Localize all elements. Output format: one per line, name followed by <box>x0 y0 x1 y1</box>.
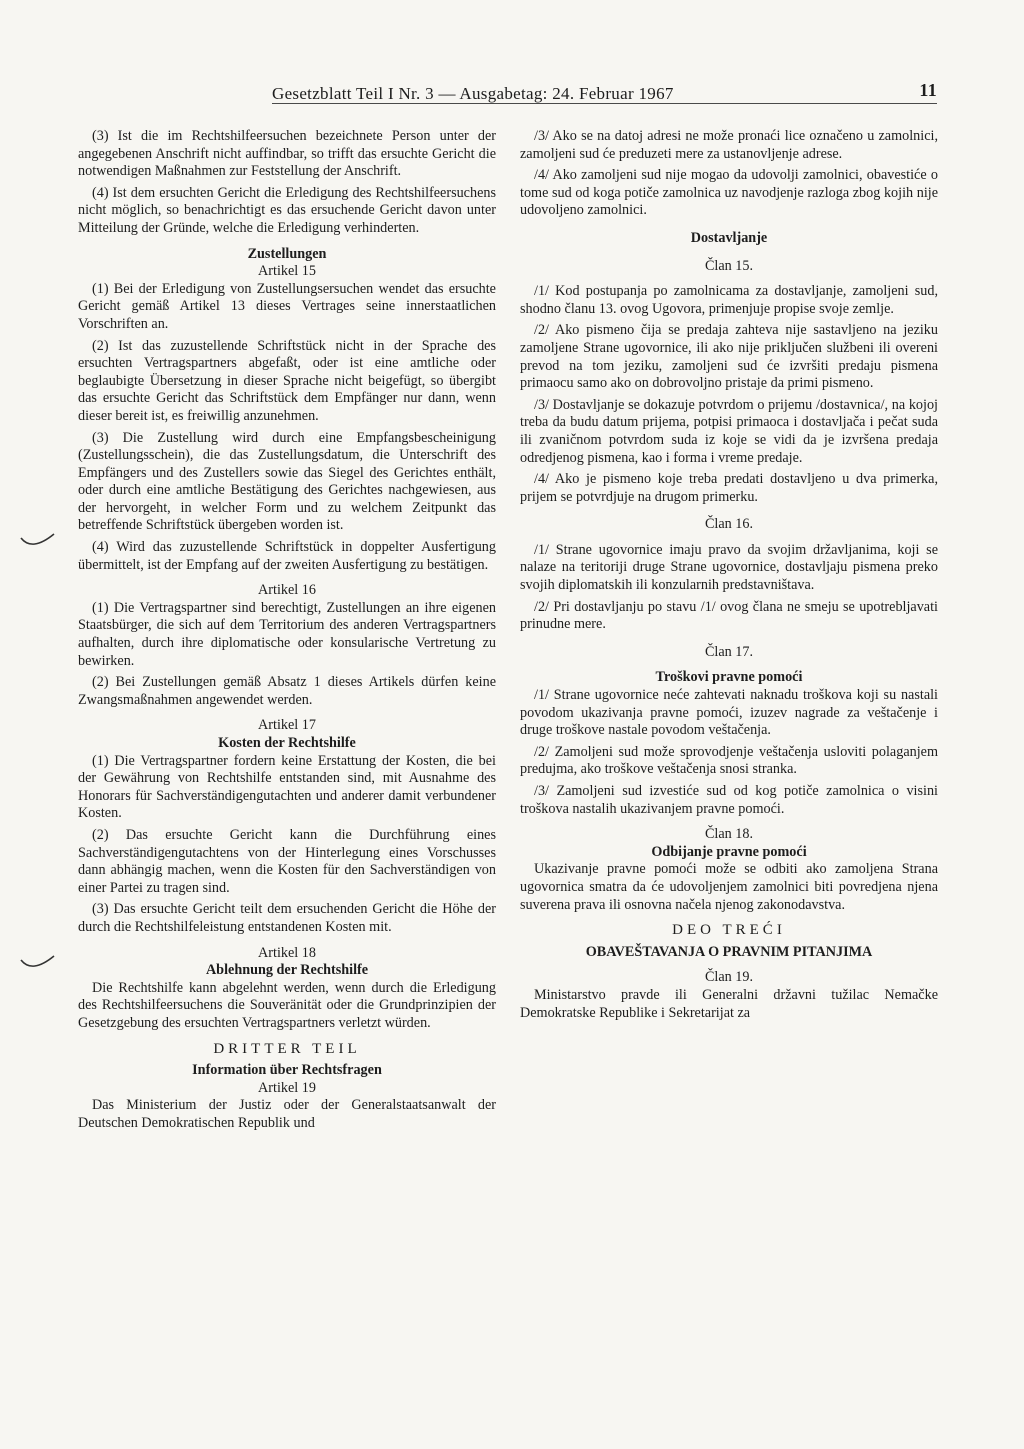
paragraph: /2/ Pri dostavljanju po stavu /1/ ovog člana ne smeju se upotrebljavati prinudne mere. <box>520 598 938 633</box>
paragraph: /3/ Ako se na datoj adresi ne može pronaći lice označeno u zamolnici, zamoljeni sud će preduzeti mere za ustanovljenje adrese. <box>520 128 938 162</box>
paragraph: (1) Die Vertragspartner sind berechtigt, Zustellungen an ihre eigenen Staatsbürger, die sich auf dem Territorium des anderen Vertragspartners aufhalten, durch ihre diplomatische oder konsularische Vertretung zu bewirken. <box>78 599 496 669</box>
paragraph: (2) Bei Zustellungen gemäß Absatz 1 dieses Artikels dürfen keine Zwangsmaßnahmen angewendet werden. <box>78 674 496 708</box>
section-heading: OBAVEŠTAVANJA O PRAVNIM PITANJIMA <box>585 943 873 960</box>
article-heading: Artikel 18 <box>258 944 316 961</box>
margin-check-mark-icon <box>18 952 58 974</box>
paragraph: /3/ Dostavljanje se dokazuje potvrdom o prijemu /dostavnica/, na kojoj treba da budu datum prijema, potpisi primaoca i dostavljača i pečat suda ili zvaničnom potvrdom suda iz koje se vidi da je izvršena predaja odredjenog pismena, kao i forma i vreme predaje. <box>520 396 938 466</box>
part-heading: DEO TREĆI <box>672 922 786 939</box>
paragraph: (1) Die Vertragspartner fordern keine Erstattung der Kosten, die bei der Gewährung von Rechtshilfe entstanden sind, mit Ausnahme des Honorars für Sachverständigengutachten und anderer damit verbundener Kosten. <box>78 752 496 822</box>
article-heading: Član 17. <box>704 643 754 660</box>
paragraph: Die Rechtshilfe kann abgelehnt werden, wenn durch die Erledigung des Rechtshilfeersuchens die Souveränität oder die Grundprinzipien der Gesetzgebung des ersuchten Vertragspartners verletzt würden. <box>78 979 496 1031</box>
section-heading: Kosten der Rechtshilfe <box>218 735 356 751</box>
article-heading: Artikel 17 <box>258 717 316 734</box>
article-heading: Član 16. <box>704 516 754 533</box>
paragraph: (3) Ist die im Rechtshilfeersuchen bezeichnete Person unter der angegebenen Anschrift nicht auffindbar, so trifft das ersuchte Gericht die notwendigen Maßnahmen zur Feststellung der Anschrift. <box>78 128 496 180</box>
paragraph: /1/ Kod postupanja po zamolnicama za dostavljanje, zamoljeni sud, shodno članu 13. ovog Ugovora, primenjuje propise svoje zemlje. <box>520 283 938 317</box>
paragraph: (1) Bei der Erledigung von Zustellungsersuchen wendet das ersuchte Gericht gemäß Artikel 13 dieses Vertrages seine innerstaatlichen Vorschriften an. <box>78 280 496 332</box>
paragraph: /4/ Ako zamoljeni sud nije mogao da udovolji zamolnici, obavestiće o tome sud od koga potiče zamolnica uz navodjenje razloga zbog kojih nije udovoljeno zamolnici. <box>520 167 938 219</box>
section-heading: Information über Rechtsfragen <box>192 1062 382 1079</box>
section-heading: Ablehnung der Rechtshilfe <box>205 962 369 979</box>
german-column <box>78 128 496 1136</box>
paragraph: /2/ Ako pismeno čija se predaja zahteva nije sastavljeno na jeziku zamoljene Strane ugovornice, ili ako nije priključen službeni ili overeni prevod na tom jeziku, zamoljeni sud će izvršiti predaju pismena primaocu samo ako on dobrovoljno pristaje da primi pismeno. <box>520 322 938 392</box>
paragraph: /1/ Strane ugovornice imaju pravo da svojim državljanima, koji se nalaze na teritoriji druge Strane ugovornice, dostavljaju pismena preko svojih diplomatskih ili konzularnih predstavništava. <box>520 541 938 594</box>
part-heading: DRITTER TEIL <box>213 1040 361 1057</box>
paragraph: (4) Wird das zuzustellende Schriftstück in doppelter Ausfertigung übermittelt, ist der Empfang auf der zweiten Ausfertigung zu bestätigen. <box>78 539 496 573</box>
paragraph: (3) Die Zustellung wird durch eine Empfangsbescheinigung (Zustellungsschein), die das Zustellungsdatum, die Unterschrift des Empfängers und des Zustellers sowie das Siegel des Gerichtes enthält, oder durch eine amtliche Bestätigung des Gerichtes nachgewiesen, aus der hervorgeht, in welcher Form und zu welchem Zeitpunkt das betreffende Schriftstück übergeben worden ist. <box>78 429 496 534</box>
paragraph: (3) Das ersuchte Gericht teilt dem ersuchenden Gericht die Höhe der durch die Rechtshilfeleistung entstandenen Kosten mit. <box>78 901 496 935</box>
paragraph: Das Ministerium der Justiz oder der Generalstaatsanwalt der Deutschen Demokratischen Republik und <box>78 1097 496 1131</box>
article-heading: Član 15. <box>704 257 754 274</box>
section-heading: Odbijanje pravne pomoći <box>651 843 807 860</box>
article-heading: Artikel 15 <box>258 263 316 280</box>
margin-check-mark-icon <box>18 530 58 552</box>
paragraph: /2/ Zamoljeni sud može sprovodjenje veštačenja usloviti polaganjem predujma, ako troškove veštačenja snosi stranka. <box>520 743 938 778</box>
paragraph: (2) Das ersuchte Gericht kann die Durchführung eines Sachverständigengutachtens von der Hinterlegung eines Vorschusses dann abhängig machen, wenn die Kosten für den Sachverständigen von einer Partei zu tragen sind. <box>78 826 496 896</box>
paragraph: (4) Ist dem ersuchten Gericht die Erledigung des Rechtshilfeersuchens nicht möglich, so benachrichtigt es das ersuchende Gericht davon unter Mitteilung der Gründe, welche die Erledigung verhinderten. <box>78 184 496 236</box>
section-heading: Zustellungen <box>247 245 327 262</box>
paragraph: /4/ Ako je pismeno koje treba predati dostavljeno u dva primerka, prijem se potvrdjuje na drugom primerku. <box>520 471 938 505</box>
section-heading: Troškovi pravne pomoći <box>655 669 803 686</box>
article-heading: Artikel 16 <box>258 582 316 599</box>
page-number: 11 <box>919 80 937 100</box>
paragraph: (2) Ist das zuzustellende Schriftstück nicht in der Sprache des ersuchten Vertragspartners abgefaßt, oder ist eine amtliche oder beglaubigte Übersetzung in dieser Sprache nicht beigefügt, so übergibt das ersuchte Gericht das Schriftstück dem Empfänger nur dann, wenn dieser bereit ist, es freiwillig anzunehmen. <box>78 337 496 424</box>
article-heading: Član 18. <box>704 826 754 843</box>
paragraph: /3/ Zamoljeni sud izvestiće sud od kog potiče zamolnica o visini troškova nastalih ukazivanjem pravne pomoći. <box>520 783 938 817</box>
publication-title: Gesetzblatt Teil I Nr. 3 — Ausgabetag: 24. Februar 1967 <box>272 84 674 103</box>
paragraph: Ministarstvo pravde ili Generalni državni tužilac Nemačke Demokratske Republike i Sekretarijat za <box>520 986 938 1021</box>
article-heading: Član 19. <box>704 969 754 986</box>
serbo-croatian-column <box>520 128 938 1026</box>
article-heading: Artikel 19 <box>258 1079 316 1096</box>
section-heading: Dostavljanje <box>690 229 768 246</box>
paragraph: Ukazivanje pravne pomoći može se odbiti ako zamoljena Strana ugovornica smatra da će udovoljenjem zamolnici biti povredjena njena suverena prava ili osnovna načela njenog zakonodavstva. <box>520 861 938 913</box>
paragraph: /1/ Strane ugovornice neće zahtevati naknadu troškova koji su nastali povodom ukazivanja pravne pomoći, izuzev nagrade za veštačenje i druge troškove nastale povodom veštačenja. <box>520 687 938 739</box>
header-divider <box>272 103 937 104</box>
